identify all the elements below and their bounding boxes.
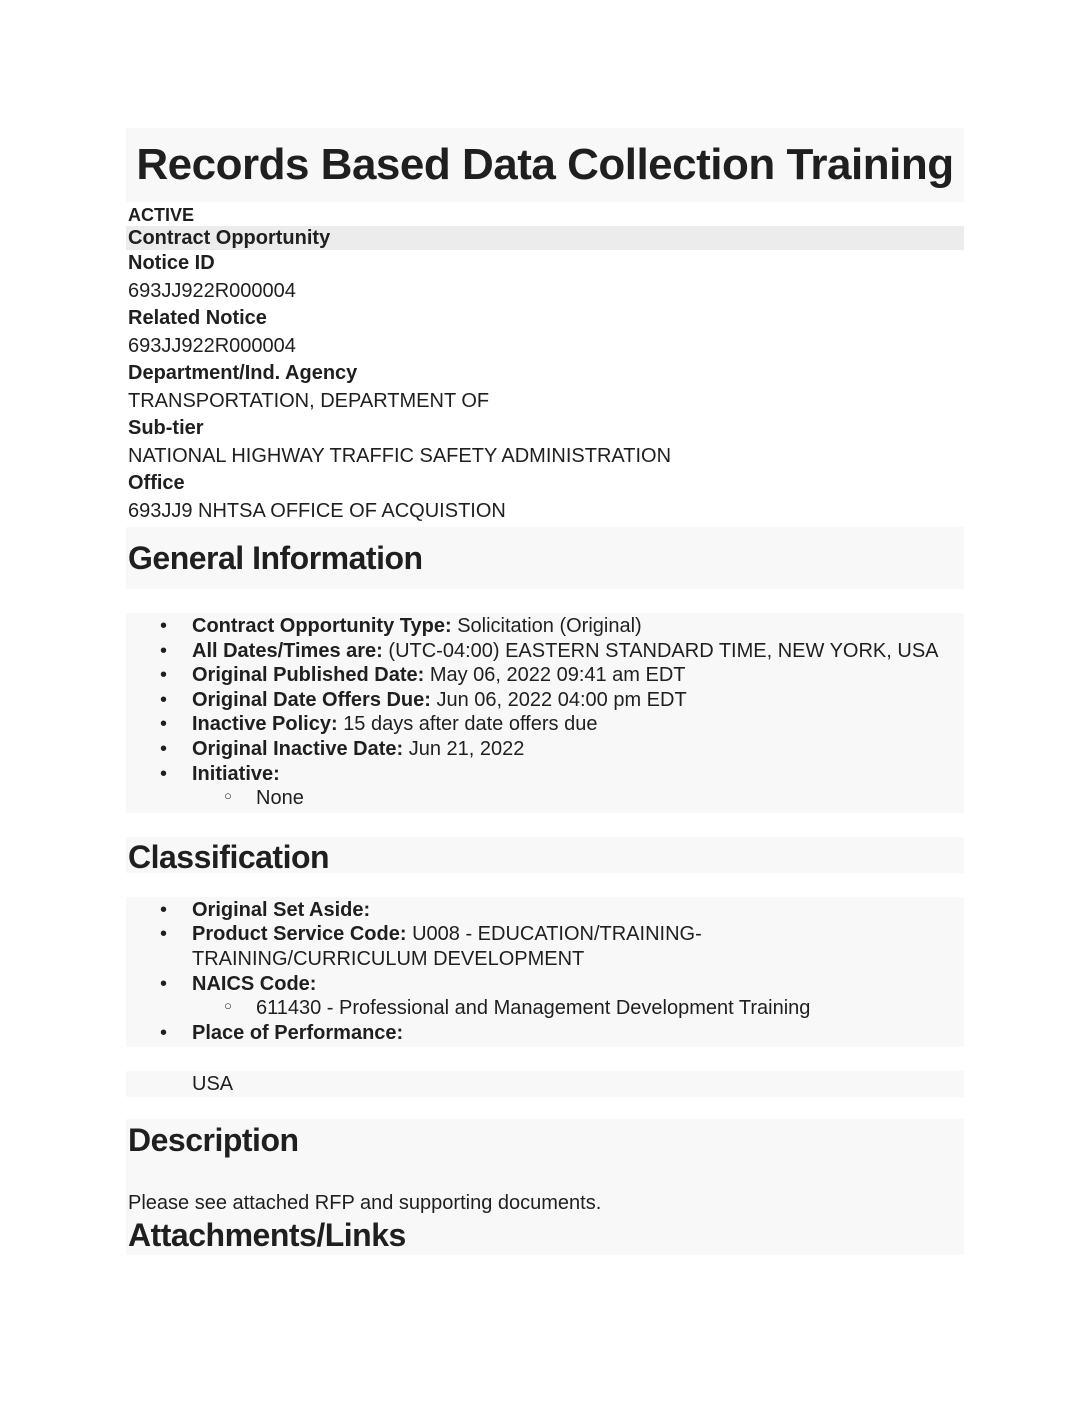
subtier-label: Sub-tier bbox=[128, 417, 204, 439]
attachments-heading: Attachments/Links bbox=[126, 1215, 964, 1255]
list-item bbox=[192, 712, 964, 737]
item-label: Original Set Aside: bbox=[192, 898, 371, 921]
list-item bbox=[192, 663, 964, 688]
general-info-heading: General Information bbox=[126, 527, 964, 589]
list-item bbox=[192, 614, 964, 639]
list-item bbox=[192, 1021, 964, 1046]
classification-list bbox=[126, 897, 964, 1048]
document-page bbox=[126, 128, 964, 1255]
opportunity-type-bar: Contract Opportunity bbox=[126, 226, 964, 250]
page-title: Records Based Data Collection Training bbox=[136, 140, 954, 189]
initiative-sub-item: ○ None bbox=[256, 786, 964, 811]
item-label: All Dates/Times are: bbox=[192, 639, 383, 662]
list-item bbox=[192, 688, 964, 713]
item-label: Initiative: bbox=[192, 762, 280, 785]
notice-fields bbox=[126, 250, 964, 525]
item-label: Original Published Date: bbox=[192, 664, 425, 687]
list-item bbox=[192, 898, 964, 923]
item-value: (UTC-04:00) EASTERN STANDARD TIME, NEW YORK, USA bbox=[388, 639, 939, 662]
department-value: TRANSPORTATION, DEPARTMENT OF bbox=[128, 389, 490, 412]
item-value: Jun 21, 2022 bbox=[408, 737, 525, 760]
description-block bbox=[126, 1191, 964, 1255]
general-info-list bbox=[126, 613, 964, 813]
item-value: Jun 06, 2022 04:00 pm EDT bbox=[436, 688, 687, 711]
item-label: NAICS Code: bbox=[192, 972, 317, 995]
item-value: 15 days after date offers due bbox=[343, 713, 598, 736]
list-item bbox=[192, 639, 964, 664]
list-item bbox=[192, 922, 964, 971]
item-label: Original Inactive Date: bbox=[192, 737, 404, 760]
place-of-performance-value: USA bbox=[126, 1071, 964, 1097]
description-heading: Description bbox=[126, 1119, 964, 1191]
item-label: Contract Opportunity Type: bbox=[192, 615, 452, 637]
notice-id-value: 693JJ922R000004 bbox=[128, 279, 296, 302]
item-label: Product Service Code: bbox=[192, 923, 407, 946]
item-label: Inactive Policy: bbox=[192, 713, 338, 736]
item-value: Solicitation (Original) bbox=[457, 615, 642, 637]
related-notice-label: Related Notice bbox=[128, 307, 267, 329]
list-item bbox=[192, 972, 964, 1021]
notice-id-label: Notice ID bbox=[128, 252, 215, 274]
department-label: Department/Ind. Agency bbox=[128, 362, 358, 384]
title-block bbox=[126, 128, 964, 202]
item-value: May 06, 2022 09:41 am EDT bbox=[429, 664, 686, 687]
naics-sub-item: ○ 611430 - Professional and Management Development Training bbox=[256, 996, 964, 1021]
status-label: ACTIVE bbox=[128, 205, 195, 225]
office-label: Office bbox=[128, 472, 185, 494]
item-label: Place of Performance: bbox=[192, 1021, 404, 1044]
office-value: 693JJ9 NHTSA OFFICE OF ACQUISTION bbox=[128, 499, 506, 522]
item-label: Original Date Offers Due: bbox=[192, 688, 431, 711]
subtier-value: NATIONAL HIGHWAY TRAFFIC SAFETY ADMINISTRATION bbox=[128, 444, 672, 467]
item-value: U008 - EDUCATION/TRAINING- TRAINING/CURRICULUM DEVELOPMENT bbox=[192, 923, 702, 970]
list-item bbox=[192, 762, 964, 811]
classification-heading: Classification bbox=[126, 837, 964, 873]
related-notice-value: 693JJ922R000004 bbox=[128, 334, 296, 357]
description-text: Please see attached RFP and supporting documents. bbox=[128, 1192, 602, 1215]
list-item bbox=[192, 737, 964, 762]
